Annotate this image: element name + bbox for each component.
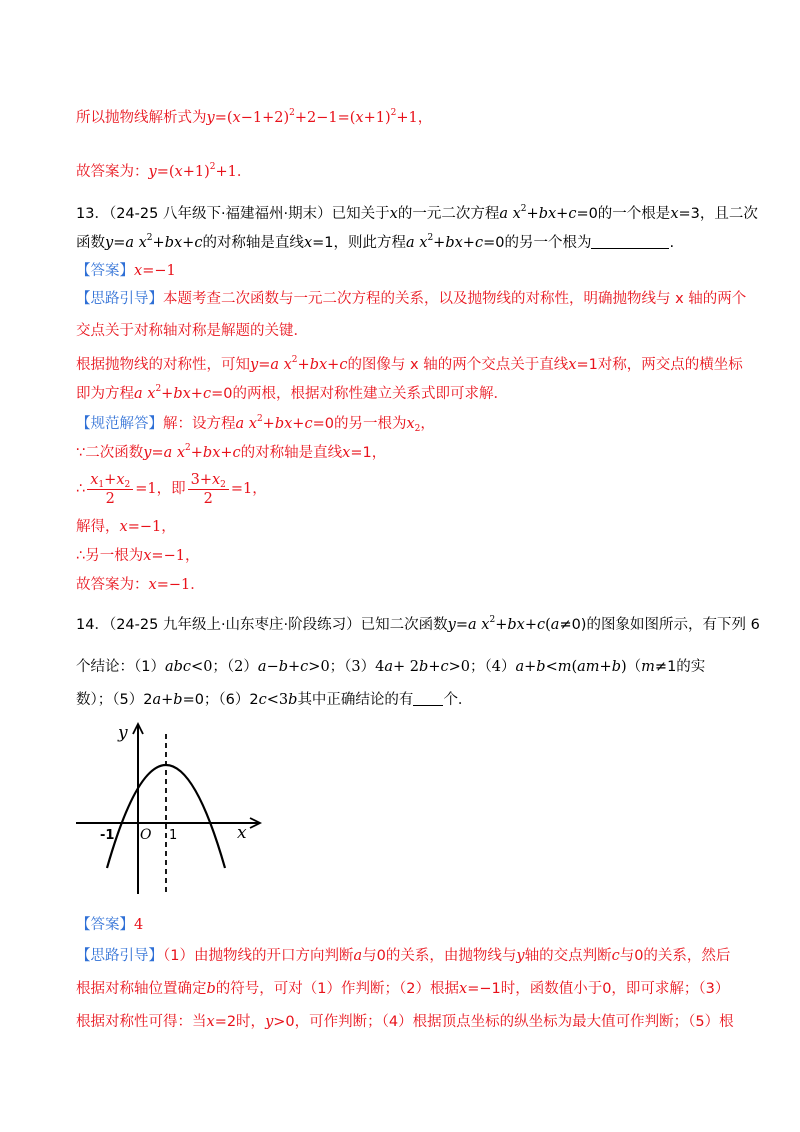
q13-solution-line3: ∴ $\frac{x_1+x_2}{2}$ =1，即 $\frac{3+x_2}{2}$ =1，	[76, 471, 267, 507]
q14-stem-line3: 数）；（5）2a+b=0；（6）2c<3b其中正确结论的有 个．	[76, 692, 473, 708]
fraction-x1-plus-x2-over-2: $\frac{x_1+x_2}{2}$	[87, 471, 133, 508]
q13-solution-line4: 解得，x=−1，	[76, 519, 176, 535]
hint-tag: 【思路引导】	[76, 948, 163, 964]
q13-hint-line4: 即为方程a $x^2+bx+c=0$的两根，根据对称性建立关系式即可求解．	[76, 384, 508, 402]
q13-hint-line2: 交点关于对称轴对称是解题的关键．	[76, 323, 308, 339]
q13-stem-line2: 函数y=a $x^2+bx+c$的对称轴是直线x=1，则此方程a $x^2+bx+c=0$的另一个根为 .	[76, 233, 675, 251]
solution-tag: 【规范解答】	[76, 416, 163, 432]
q13-solution-line1: 【规范解答】解：设方程a $x^2+bx+c=0$的另一根为$x_2$，	[76, 414, 435, 434]
q13-hint-line3: 根据抛物线的对称性，可知y=a $x^2+bx+c$的图像与 x 轴的两个交点关于直线x=1对称，两交点的横坐标	[76, 355, 743, 373]
origin-label: O	[140, 827, 152, 843]
q12-conclusion-line: 所以抛物线解析式为$y=(x-1+2)^2+2-1=(x+1)^2+1$，	[76, 108, 433, 126]
answer-blank	[591, 234, 669, 249]
q14-hint-line3: 根据对称性可得：当x=2时，y>0，可作判断；（4）根据顶点坐标的纵坐标为最大值可作判断；（5）根	[76, 1014, 734, 1030]
answer-tag: 【答案】	[76, 917, 134, 933]
q13-stem-line1: 13．（24-25 八年级下·福建福州·期末）已知关于x的一元二次方程a $x^2+bx+c=0$的一个根是x=3，且二次	[76, 204, 758, 222]
tick-label-1: 1	[169, 828, 178, 843]
y-axis	[133, 724, 143, 894]
q13-hint-line1: 【思路引导】本题考查二次函数与一元二次方程的关系，以及抛物线的对称性，明确抛物线与 x 轴的两个	[76, 291, 747, 307]
q13-final-answer: 故答案为：x=−1．	[76, 577, 205, 593]
tick-label-neg1: -1	[100, 828, 115, 843]
q14-stem-line2: 个结论：（1）abc<0；（2）a−b+c>0；（3）4a+ 2b+c>0；（4）a+b<m(am+b)（m≠1的实	[76, 659, 706, 675]
x-axis-label: x	[237, 823, 247, 843]
q13-answer-line: 【答案】x=−1	[76, 263, 176, 279]
q12-final-answer: 故答案为：$y=(x+1)^2+1$．	[76, 162, 252, 180]
x-axis	[76, 818, 260, 828]
q13-solution-line5: ∴另一根为x=−1，	[76, 548, 200, 564]
answer-tag: 【答案】	[76, 263, 134, 279]
y-axis-label: y	[118, 723, 128, 743]
hint-tag: 【思路引导】	[76, 291, 163, 307]
q14-stem-line1: 14．（24-25 九年级上·山东枣庄·阶段练习）已知二次函数y=a $x^2+bx+c(a\ne 0)$的图象如图所示，有下列 6	[76, 615, 760, 633]
parabola-graph	[74, 718, 274, 900]
fraction-3-plus-x2-over-2: $\frac{3+x_2}{2}$	[188, 471, 229, 508]
answer-blank	[413, 691, 443, 706]
q14-answer-line: 【答案】4	[76, 917, 144, 933]
q13-solution-line2: ∵二次函数y=a $x^2+bx+c$的对称轴是直线x=1，	[76, 443, 387, 461]
q14-hint-line2: 根据对称轴位置确定b的符号，可对（1）作判断；（2）根据x=−1时，函数值小于0，即可求解；（3）	[76, 981, 730, 997]
q14-hint-line1: 【思路引导】（1）由抛物线的开口方向判断a与0的关系，由抛物线与y轴的交点判断c与0的关系，然后	[76, 948, 731, 964]
